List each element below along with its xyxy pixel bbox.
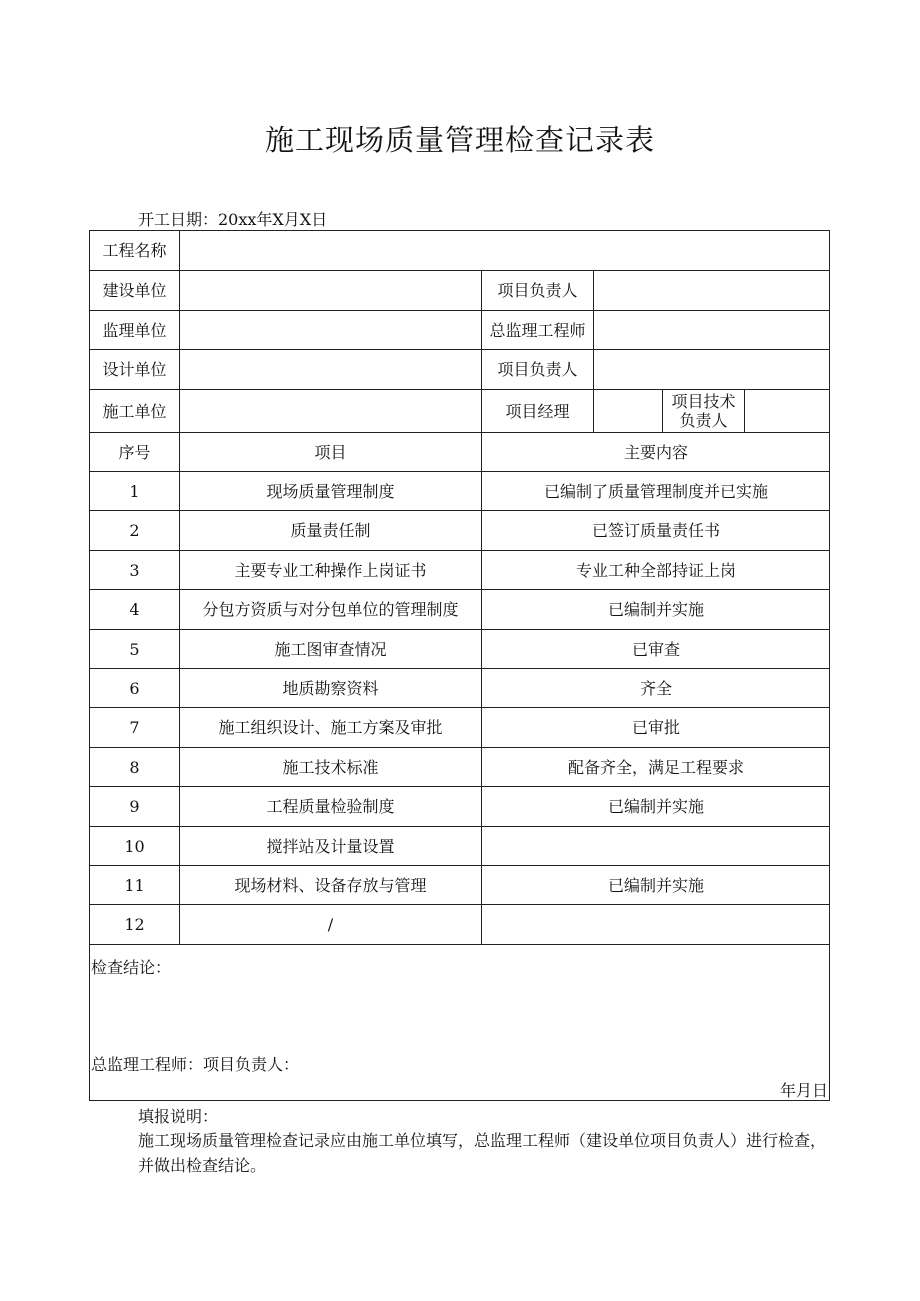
conclusion-section <box>89 944 830 1101</box>
row-content: 已编制并实施 <box>481 589 830 629</box>
row-content: 配备齐全，满足工程要求 <box>481 747 830 786</box>
tech-lead-label <box>662 389 744 432</box>
row-content: 已签订质量责任书 <box>481 510 830 550</box>
chief-engineer-label: 总监理工程师 <box>481 310 593 349</box>
tech-lead-field[interactable] <box>744 389 830 432</box>
row-content: 已审批 <box>481 707 830 747</box>
row-item: 分包方资质与对分包单位的管理制度 <box>179 589 481 629</box>
designer-lead-label: 项目负责人 <box>481 349 593 389</box>
row-item: 地质勘察资料 <box>179 668 481 707</box>
column-header-item: 项目 <box>179 432 481 471</box>
project-name-field[interactable] <box>179 230 830 270</box>
row-item: 施工图审查情况 <box>179 629 481 668</box>
row-content: 已编制并实施 <box>481 865 830 904</box>
row-item: 质量责任制 <box>179 510 481 550</box>
conclusion-date: 年月日 <box>779 1081 828 1100</box>
supervisor-label: 监理单位 <box>89 310 179 349</box>
row-number: 12 <box>89 904 179 944</box>
row-number: 11 <box>89 865 179 904</box>
row-number: 7 <box>89 707 179 747</box>
row-item: 主要专业工种操作上岗证书 <box>179 550 481 589</box>
row-number: 2 <box>89 510 179 550</box>
designer-label: 设计单位 <box>89 349 179 389</box>
builder-lead-field[interactable] <box>593 270 830 310</box>
row-number: 8 <box>89 747 179 786</box>
row-content <box>481 826 830 865</box>
row-item: 现场质量管理制度 <box>179 471 481 510</box>
supervisor-field[interactable] <box>179 310 481 349</box>
row-item: / <box>179 904 481 944</box>
tech-lead-label-line-1: 项目技术 <box>671 392 736 411</box>
row-item: 施工组织设计、施工方案及审批 <box>179 707 481 747</box>
page-title: 施工现场质量管理检查记录表 <box>264 123 655 157</box>
row-number: 6 <box>89 668 179 707</box>
contractor-field[interactable] <box>179 389 481 432</box>
builder-label: 建设单位 <box>89 270 179 310</box>
row-content: 已审查 <box>481 629 830 668</box>
row-content: 齐全 <box>481 668 830 707</box>
tech-lead-label-line-2: 负责人 <box>679 411 728 430</box>
column-header-content: 主要内容 <box>481 432 830 471</box>
row-content: 已编制了质量管理制度并已实施 <box>481 471 830 510</box>
notes-title: 填报说明： <box>138 1107 219 1126</box>
start-date: 开工日期：20xx年X月X日 <box>138 210 328 229</box>
row-content <box>481 904 830 944</box>
row-item: 搅拌站及计量设置 <box>179 826 481 865</box>
row-item: 工程质量检验制度 <box>179 786 481 826</box>
inspection-table <box>89 230 830 1101</box>
row-number: 3 <box>89 550 179 589</box>
row-content: 专业工种全部持证上岗 <box>481 550 830 589</box>
builder-field[interactable] <box>179 270 481 310</box>
designer-field[interactable] <box>179 349 481 389</box>
row-number: 4 <box>89 589 179 629</box>
designer-lead-field[interactable] <box>593 349 830 389</box>
builder-lead-label: 项目负责人 <box>481 270 593 310</box>
row-content: 已编制并实施 <box>481 786 830 826</box>
project-name-label: 工程名称 <box>89 230 179 270</box>
notes-body: 施工现场质量管理检查记录应由施工单位填写，总监理工程师（建设单位项目负责人）进行检查，并做出检查结论。 <box>138 1131 827 1175</box>
project-manager-field[interactable] <box>593 389 662 432</box>
row-number: 5 <box>89 629 179 668</box>
row-number: 10 <box>89 826 179 865</box>
conclusion-label: 检查结论： <box>91 958 172 977</box>
row-number: 1 <box>89 471 179 510</box>
row-item: 现场材料、设备存放与管理 <box>179 865 481 904</box>
signers-line: 总监理工程师：项目负责人： <box>91 1055 300 1074</box>
row-number: 9 <box>89 786 179 826</box>
contractor-label: 施工单位 <box>89 389 179 432</box>
row-item: 施工技术标准 <box>179 747 481 786</box>
chief-engineer-field[interactable] <box>593 310 830 349</box>
project-manager-label: 项目经理 <box>481 389 593 432</box>
column-header-no: 序号 <box>89 432 179 471</box>
